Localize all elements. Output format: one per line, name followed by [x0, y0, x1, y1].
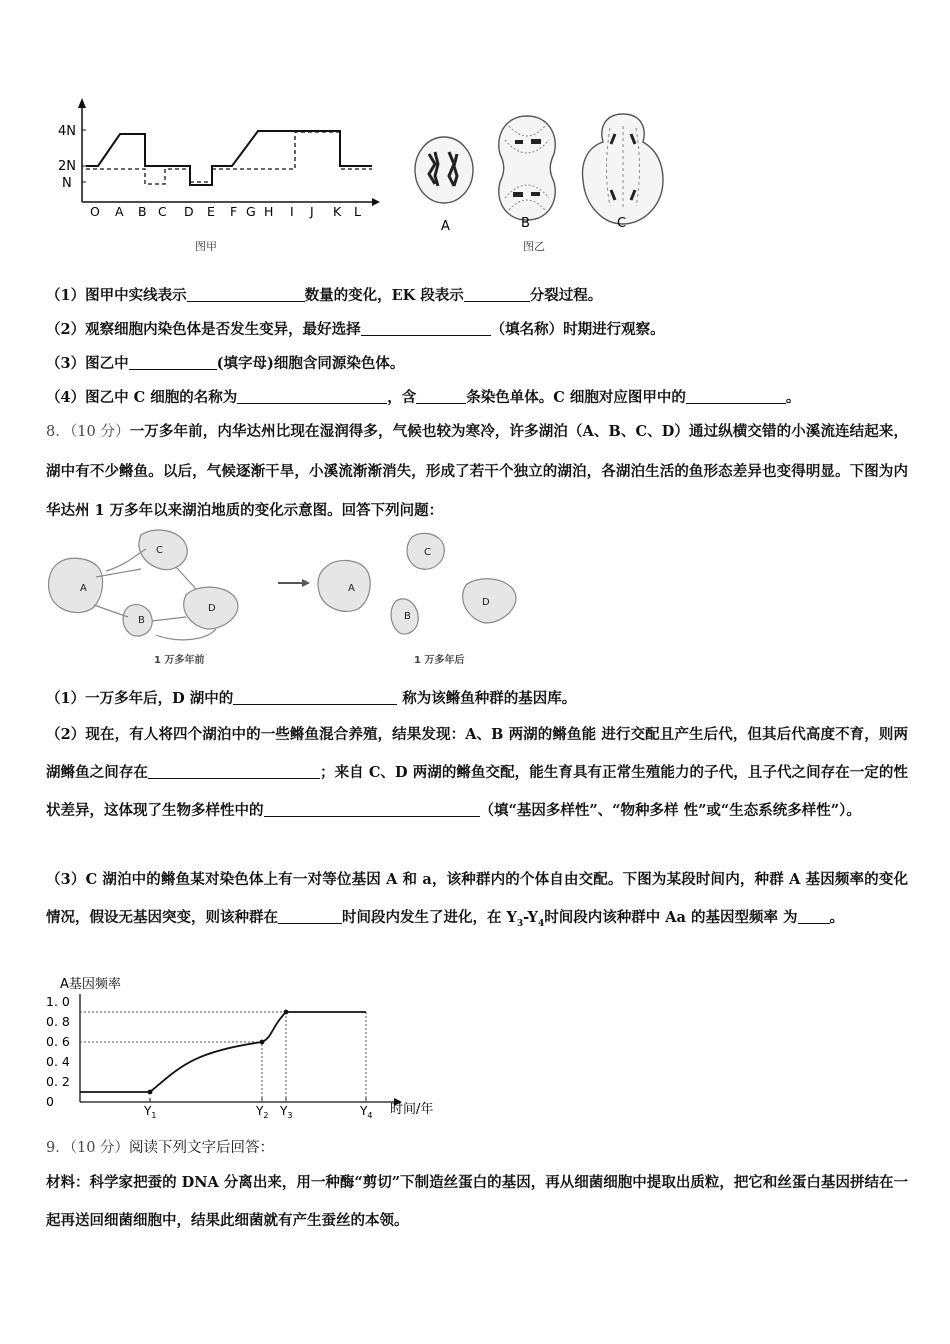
data-point: [284, 1010, 289, 1015]
x-tick-label: $Y_1$: [144, 1104, 157, 1120]
q8-p2-c: （填“基因多样性”、“物种多样 性”或“生态系统多样性”）。: [479, 802, 861, 819]
x-label-c: C: [158, 204, 167, 219]
dashed-line: [86, 132, 372, 184]
figure-yi-cells: [405, 106, 675, 236]
q8-part3: [46, 861, 908, 943]
q8-p3-d: 。: [829, 909, 845, 926]
q7-s2-b: （填名称）时期进行观察。: [490, 321, 665, 338]
q8-p3-b: 时间段内发生了进化，在 Y: [342, 909, 517, 926]
figure-jia-chart: [50, 98, 380, 243]
q7-s1-a: （1）图甲中实线表示: [46, 287, 187, 304]
q8-p1-b: 称为该鳉鱼种群的基因库。: [402, 690, 577, 707]
q7-part4: [46, 388, 800, 408]
data-point: [260, 1040, 265, 1045]
cell-a: [415, 137, 473, 203]
q7-part3: [46, 354, 404, 374]
q9-material-text: 材料：科学家把蚕的 DNA 分离出来，用一种酶“剪切”下制造丝蛋白的基因，再从细菌细胞中提取出质粒，把它和丝蛋白基因拼结在一起再送回细菌细胞中，结果此细菌就有产生蚕丝的本领。: [46, 1174, 908, 1229]
q7-blank-1[interactable]: [187, 287, 305, 302]
lake-figure: [46, 525, 546, 675]
cell-b: [499, 116, 556, 220]
x-label-i: I: [290, 204, 294, 219]
x-label-l: L: [354, 204, 361, 219]
x-label-d: D: [184, 204, 194, 219]
x-label-a: A: [115, 204, 124, 219]
y-tick-label: 0. 8: [46, 1014, 70, 1029]
y-tick-label: 0. 4: [46, 1054, 70, 1069]
q7-blank-6[interactable]: [416, 389, 466, 404]
gene-frequency-chart: [44, 972, 464, 1122]
lake-label-a-after: A: [348, 583, 355, 594]
x-label-g: G: [246, 204, 256, 219]
q7-s1-c: 分裂过程。: [529, 287, 603, 304]
solid-line: [86, 131, 372, 185]
cell-a-label: A: [441, 219, 450, 234]
x-tick-label: $Y_3$: [280, 1104, 293, 1120]
q7-blank-7[interactable]: [686, 389, 786, 404]
fig-jia-caption: 图甲: [195, 240, 217, 253]
q7-s4-c: 条染色单体。C 细胞对应图甲中的: [466, 389, 686, 406]
q7-s2-a: （2）观察细胞内染色体是否发生变异，最好选择: [46, 321, 361, 338]
q7-s3-b: (填字母)细胞含同源染色体。: [216, 355, 405, 372]
x-label-h: H: [264, 204, 274, 219]
q8-p3-sub3: 3: [516, 918, 524, 929]
q7-blank-3[interactable]: [361, 321, 491, 336]
q8-blank-2[interactable]: [148, 764, 320, 779]
x-tick-label: $Y_4$: [360, 1104, 373, 1120]
lake-label-a-before: A: [80, 583, 87, 594]
frequency-curve: [80, 1012, 366, 1092]
cell-c-label: C: [617, 216, 627, 231]
q8-intro: [46, 412, 908, 530]
q7-blank-5[interactable]: [237, 389, 387, 404]
q7-blank-2[interactable]: [464, 287, 530, 302]
q8-p2-a: （2）现在，有人将四个湖泊中的一些鳉鱼混合养殖，结果发现：A、B 两湖的鳉鱼能 进行交配且产生后代，但其后代高度不育，则两湖鳉鱼之间存在: [46, 726, 908, 781]
q8-blank-4[interactable]: [278, 909, 342, 924]
x-label-j: J: [310, 204, 314, 219]
x-tick-label: $Y_2$: [256, 1104, 269, 1120]
cell-b-label: B: [521, 216, 530, 231]
y-tick-label: 1. 0: [46, 994, 70, 1009]
q7-blank-4[interactable]: [129, 355, 217, 370]
q8-blank-5[interactable]: [798, 909, 830, 924]
y-tick-label: 0. 6: [46, 1034, 70, 1049]
q9-material: [46, 1164, 908, 1240]
q8-p3-sub4: 4: [537, 918, 545, 929]
q8-part2: [46, 716, 908, 830]
q8-p3-dash: -Y: [523, 909, 538, 926]
data-point: [148, 1090, 153, 1095]
q8-p2-b: ；来自 C、D 两湖的鳉鱼交配，能生育具有正常生殖能力的子代，且子代之间存在一定的性 状差异，这体现了生物多样性中的: [46, 764, 909, 819]
fig-yi-caption: 图乙: [523, 240, 545, 253]
y-tick-label: 0: [46, 1094, 54, 1109]
x-label-o: O: [90, 204, 100, 219]
chart-xlabel: 时间/年: [390, 1102, 434, 1117]
q8-blank-1[interactable]: [233, 690, 397, 705]
arrow-icon: [278, 579, 310, 587]
q7-s4-b: ，含: [387, 389, 417, 406]
x-label-k: K: [333, 204, 342, 219]
x-label-b: B: [138, 204, 147, 219]
lake-label-d-after: D: [482, 597, 490, 608]
lake-label-b-after: B: [404, 611, 411, 622]
y-label-n: N: [62, 176, 72, 191]
lake-label-b-before: B: [138, 615, 145, 626]
q8-intro-text: 一万多年前，内华达州比现在湿润得多，气候也较为寒冷，许多湖泊（A、B、C、D）通过纵横交错的小溪流连结起来，湖中有不少鳉鱼。以后，气候逐渐干旱，小溪流渐渐消失，形成了若干个独立的湖泊，各湖泊生活的鱼形态差异也变得明显。下图为内华达州 1 万多年以来湖泊地质的变化示意图。回答下列问题：: [46, 423, 908, 519]
q8-p3-a: （3）C 湖泊中的鳉鱼某对染色体上有一对等位基因 A 和 a，该种群内的个体自由交配。下图为某段时间内，种群 A 基因频率的变化情况，假设无基因突变，则该种群在: [46, 871, 908, 926]
y-tick-label: 0. 2: [46, 1074, 70, 1089]
q8-p3-c: 时间段内该种群中 Aa 的基因型频率 为: [544, 909, 798, 926]
y-label-2n: 2N: [58, 159, 76, 174]
q9-title: 阅读下列文字后回答：: [129, 1140, 275, 1156]
x-label-f: F: [230, 204, 238, 219]
q8-number: 8．（10 分）: [46, 424, 130, 440]
q8-blank-3[interactable]: [264, 802, 480, 817]
cell-c: [583, 114, 663, 224]
lake-label-d-before: D: [208, 603, 216, 614]
q8-p1-a: （1）一万多年后，D 湖中的: [46, 690, 234, 707]
caption-after: 1 万多年后: [414, 655, 465, 666]
q9-heading: [46, 1138, 274, 1158]
lake-label-c-before: C: [156, 545, 163, 556]
q9-number: 9．（10 分）: [46, 1140, 130, 1156]
q7-part1: [46, 286, 602, 306]
x-label-e: E: [207, 204, 215, 219]
q7-s4-d: 。: [785, 389, 801, 406]
y-label-4n: 4N: [58, 124, 76, 139]
lake-label-c-after: C: [424, 547, 431, 558]
q8-part1: [46, 689, 576, 709]
q7-part2: [46, 320, 665, 340]
q7-s3-a: （3）图乙中: [46, 355, 129, 372]
q7-s1-b: 数量的变化，EK 段表示: [304, 287, 464, 304]
q7-s4-a: （4）图乙中 C 细胞的名称为: [46, 389, 238, 406]
caption-before: 1 万多年前: [154, 655, 205, 666]
chart-ylabel: A基因频率: [60, 977, 121, 992]
x-axis-labels: [90, 204, 361, 219]
